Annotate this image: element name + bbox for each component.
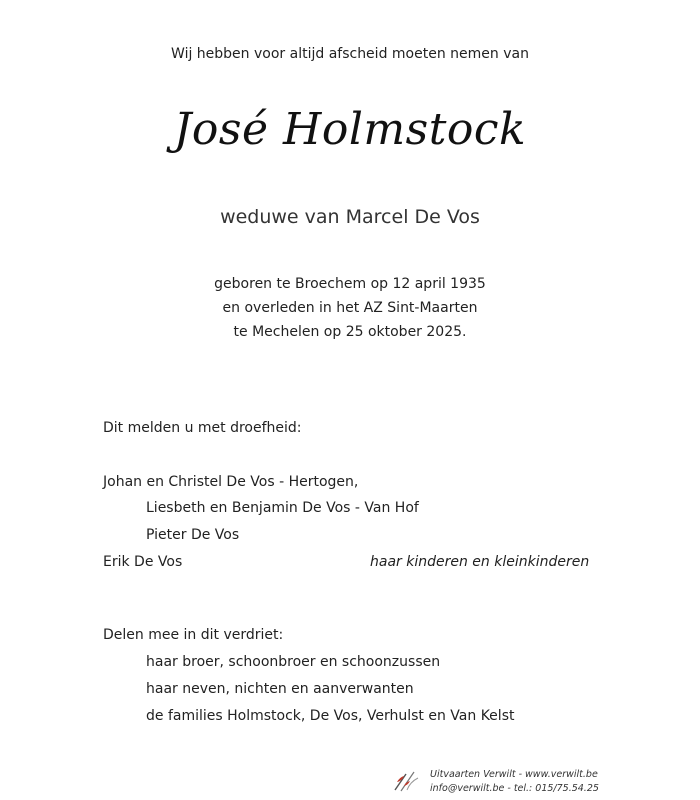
sorrow-intro: Dit melden u met droefheid: — [103, 420, 302, 436]
child-line-3: Pieter De Vos — [146, 527, 240, 543]
family-line-3: de families Holmstock, De Vos, Verhulst en Van Kelst — [146, 708, 515, 724]
bio-death-date: te Mechelen op 25 oktober 2025. — [233, 324, 467, 340]
bio-block — [0, 272, 700, 344]
widow-of-text: weduwe van Marcel De Vos — [220, 206, 480, 228]
funeral-home-line-1: Uitvaarten Verwilt - www.verwilt.be — [430, 769, 598, 780]
funeral-home-line-2: info@verwilt.be - tel.: 015/75.54.25 — [430, 783, 599, 794]
child-line-1: Johan en Christel De Vos - Hertogen, — [103, 474, 359, 490]
funeral-home-contact — [430, 768, 599, 796]
child-line-4: Erik De Vos — [103, 554, 183, 570]
family-line-1: haar broer, schoonbroer en schoonzussen — [146, 654, 441, 670]
child-line-2: Liesbeth en Benjamin De Vos - Van Hof — [146, 500, 419, 516]
children-caption: haar kinderen en kleinkinderen — [370, 554, 590, 570]
funeral-home-logo — [392, 768, 424, 798]
family-line-2: haar neven, nichten en aanverwanten — [146, 681, 414, 697]
share-intro: Delen mee in dit verdriet: — [103, 627, 284, 643]
bio-death-place: en overleden in het AZ Sint-Maarten — [222, 300, 478, 316]
bio-birth: geboren te Broechem op 12 april 1935 — [214, 276, 486, 292]
intro-text: Wij hebben voor altijd afscheid moeten nemen van — [171, 46, 529, 62]
deceased-name: José Holmstock — [173, 104, 527, 155]
